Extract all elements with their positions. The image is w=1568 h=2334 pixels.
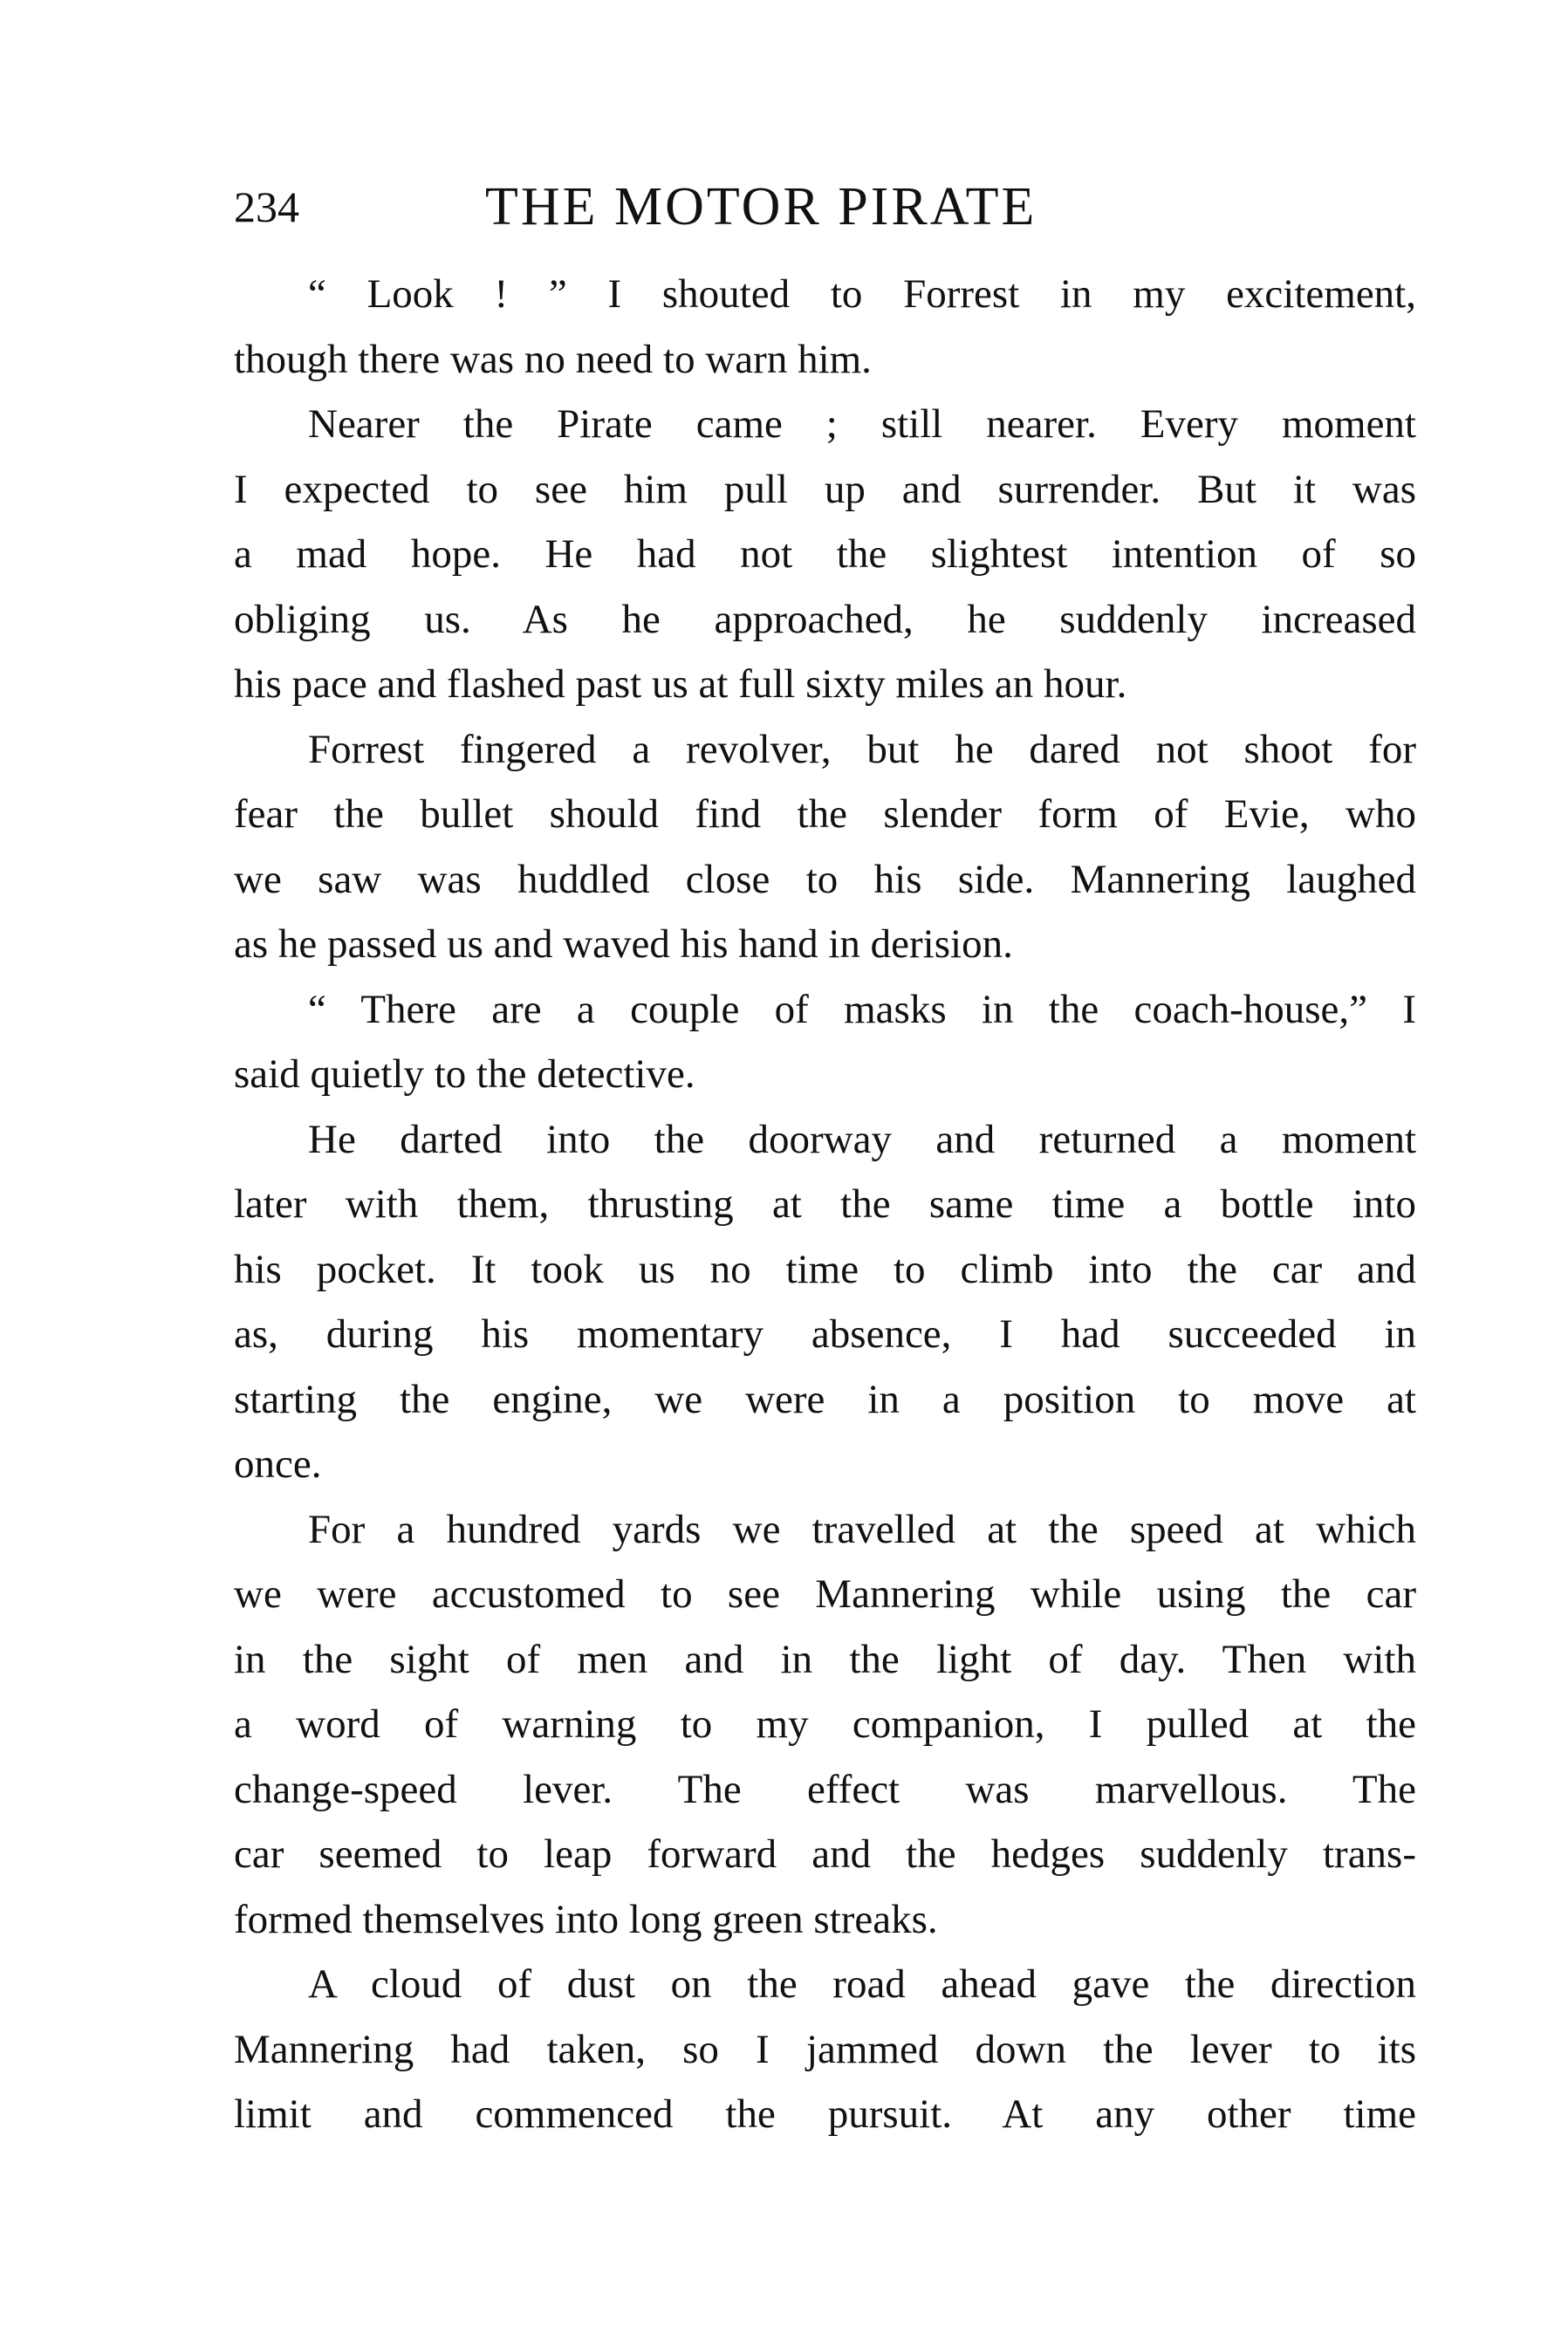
text-line: car seemed to leap forward and the hedges suddenly trans- (234, 1831, 1416, 1877)
text-line: I expected to see him pull up and surrender. But it was (234, 466, 1416, 512)
text-line: Mannering had taken, so I jammed down the lever to its (234, 2026, 1416, 2072)
text-line: change-speed lever. The effect was marvellous. The (234, 1766, 1416, 1812)
text-line: said quietly to the detective. (234, 1051, 695, 1097)
text-line: “ There are a couple of masks in the coach-house,” I (308, 986, 1416, 1032)
paragraph (234, 717, 1416, 977)
paragraph (234, 1107, 1416, 1497)
text-line: Forrest fingered a revolver, but he dared not shoot for (308, 726, 1416, 772)
text-line: a mad hope. He had not the slightest intention of so (234, 531, 1416, 577)
text-line: a word of warning to my companion, I pulled at the (234, 1701, 1416, 1747)
text-line: Nearer the Pirate came ; still nearer. Every moment (308, 401, 1416, 447)
text-line: though there was no need to warn him. (234, 336, 872, 382)
running-title: THE MOTOR PIRATE (485, 177, 1037, 236)
text-line: as, during his momentary absence, I had succeeded in (234, 1311, 1416, 1357)
text-line: “ Look ! ” I shouted to Forrest in my excitement, (308, 271, 1416, 317)
paragraph (234, 1952, 1416, 2147)
paragraph (234, 392, 1416, 717)
text-line: A cloud of dust on the road ahead gave the direction (308, 1961, 1416, 2007)
text-line: we were accustomed to see Mannering while using the car (234, 1571, 1416, 1617)
text-line: later with them, thrusting at the same time a bottle into (234, 1181, 1416, 1227)
text-line: his pace and flashed past us at full sixty miles an hour. (234, 661, 1127, 707)
page-header (234, 168, 1421, 246)
text-line: limit and commenced the pursuit. At any other time (234, 2091, 1416, 2137)
text-line: in the sight of men and in the light of day. Then with (234, 1636, 1416, 1682)
text-line: once. (234, 1441, 322, 1487)
text-line: formed themselves into long green streaks. (234, 1896, 938, 1942)
paragraph (234, 1497, 1416, 1953)
text-line: He darted into the doorway and returned a moment (308, 1116, 1416, 1162)
text-line: as he passed us and waved his hand in derision. (234, 921, 1013, 967)
text-line: starting the engine, we were in a position to move at (234, 1376, 1416, 1422)
page-number: 234 (234, 182, 299, 231)
text-line: we saw was huddled close to his side. Mannering laughed (234, 856, 1416, 902)
text-line: For a hundred yards we travelled at the speed at which (308, 1506, 1416, 1552)
body-text (234, 262, 1416, 2147)
text-line: fear the bullet should find the slender form of Evie, who (234, 791, 1416, 837)
text-line: his pocket. It took us no time to climb into the car and (234, 1246, 1416, 1292)
paragraph (234, 262, 1416, 392)
paragraph (234, 977, 1416, 1107)
text-line: obliging us. As he approached, he suddenly increased (234, 596, 1416, 642)
